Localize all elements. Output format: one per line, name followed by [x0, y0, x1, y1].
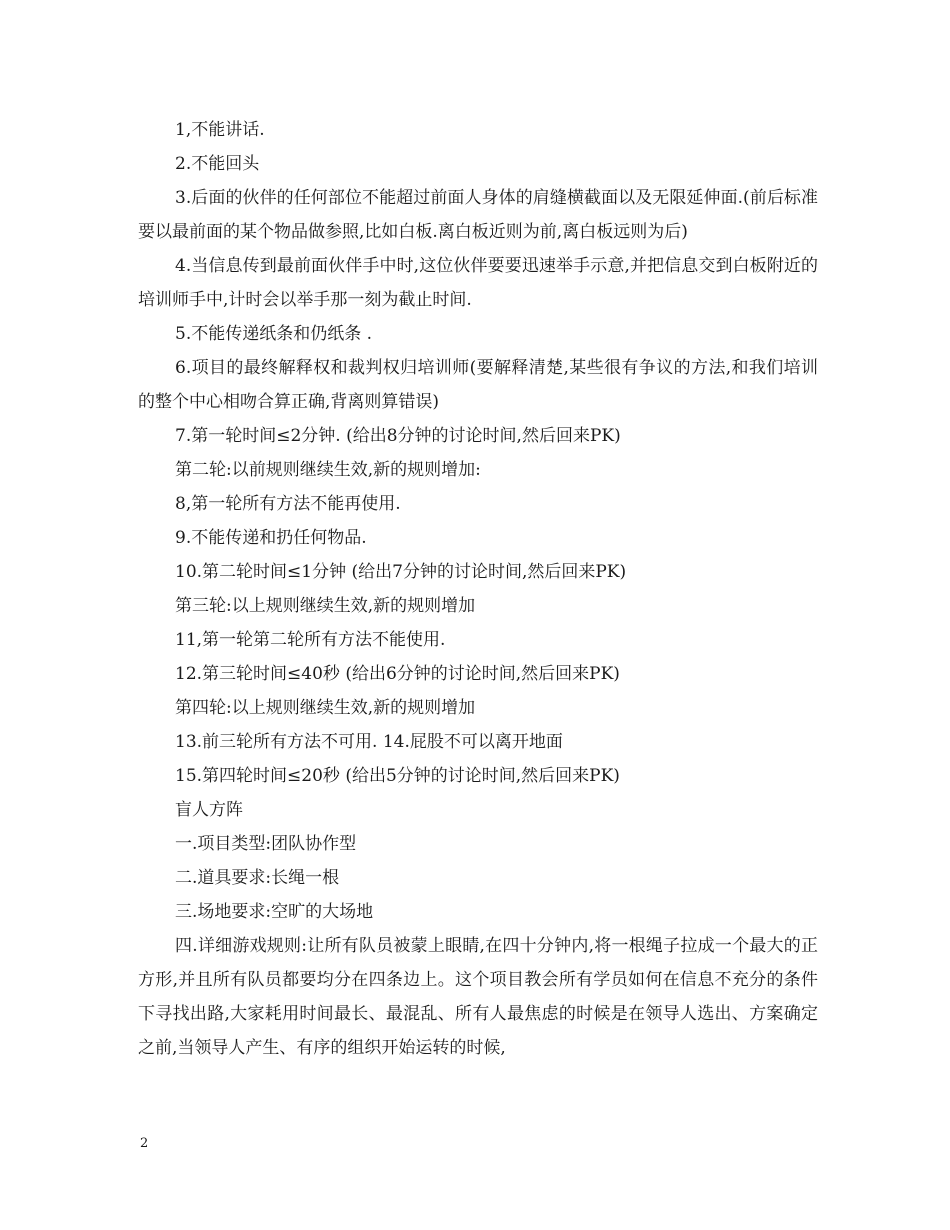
rule-11: 11,第一轮第二轮所有方法不能使用.	[175, 630, 446, 650]
section-title-blind-square: 盲人方阵	[175, 800, 243, 820]
rule-12: 12.第三轮时间≤40秒 (给出6分钟的讨论时间,然后回来PK)	[175, 664, 620, 684]
rule-8: 8,第一轮所有方法不能再使用.	[175, 494, 401, 514]
round-4-heading: 第四轮:以上规则继续生效,新的规则增加	[175, 698, 476, 718]
body-text	[138, 113, 818, 1065]
venue-requirement: 三.场地要求:空旷的大场地	[175, 902, 374, 922]
round-2-heading: 第二轮:以前规则继续生效,新的规则增加:	[175, 460, 481, 480]
page-number: 2	[140, 1136, 149, 1151]
project-type: 一.项目类型:团队协作型	[175, 834, 357, 854]
round-3-heading: 第三轮:以上规则继续生效,新的规则增加	[175, 596, 476, 616]
rule-10: 10.第二轮时间≤1分钟 (给出7分钟的讨论时间,然后回来PK)	[175, 562, 627, 582]
rule-5: 5.不能传递纸条和仍纸条 .	[175, 324, 373, 344]
detailed-rules: 四.详细游戏规则:让所有队员被蒙上眼睛,在四十分钟内,将一根绳子拉成一个最大的正方形,并且所有队员都要均分在四条边上。这个项目教会所有学员如何在信息不充分的条件下寻找出路,大家耗用时间最长、最混乱、所有人最焦虑的时候是在领导人选出、方案确定之前,当领导人产生、有序的组织开始运转的时候,	[138, 936, 818, 1058]
rule-9: 9.不能传递和扔任何物品.	[175, 528, 367, 548]
rule-4: 4.当信息传到最前面伙伴手中时,这位伙伴要要迅速举手示意,并把信息交到白板附近的培训师手中,计时会以举手那一刻为截止时间.	[138, 256, 818, 310]
rule-13-14: 13.前三轮所有方法不可用. 14.屁股不可以离开地面	[175, 732, 563, 752]
props-requirement: 二.道具要求:长绳一根	[175, 868, 340, 888]
rule-7: 7.第一轮时间≤2分钟. (给出8分钟的讨论时间,然后回来PK)	[175, 426, 621, 446]
rule-2: 2.不能回头	[175, 154, 260, 174]
rule-15: 15.第四轮时间≤20秒 (给出5分钟的讨论时间,然后回来PK)	[175, 766, 620, 786]
rule-3: 3.后面的伙伴的任何部位不能超过前面人身体的肩缝横截面以及无限延伸面.(前后标准要以最前面的某个物品做参照,比如白板.离白板近则为前,离白板远则为后)	[138, 188, 818, 242]
rule-6: 6.项目的最终解释权和裁判权归培训师(要解释清楚,某些很有争议的方法,和我们培训的整个中心相吻合算正确,背离则算错误)	[138, 358, 818, 412]
rule-1: 1,不能讲话.	[175, 120, 265, 140]
